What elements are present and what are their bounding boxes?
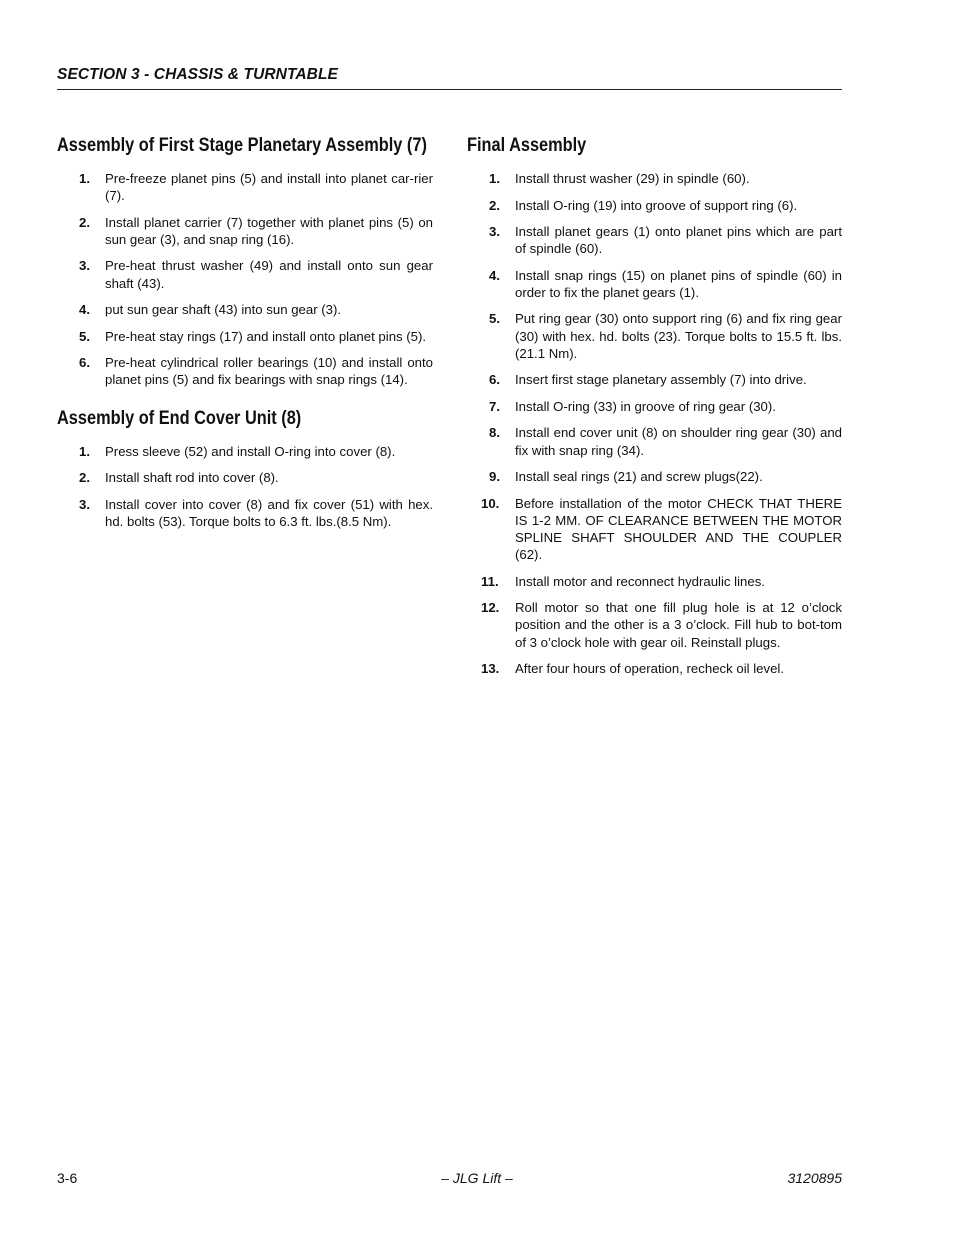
list-item <box>467 310 842 362</box>
step-text: Press sleeve (52) and install O-ring into cover (8). <box>105 443 396 459</box>
list-item <box>57 214 433 248</box>
step-text: Install motor and reconnect hydraulic lines. <box>515 573 765 589</box>
step-text: Install planet carrier (7) together with planet pins (5) on sun gear (3), and snap ring (16). <box>105 214 433 247</box>
list-item <box>57 496 433 530</box>
step-number: 5. <box>79 328 90 344</box>
step-text: Install seal rings (21) and screw plugs(22). <box>515 469 763 485</box>
list-item <box>57 257 433 291</box>
list-item <box>467 660 842 677</box>
step-number: 2. <box>79 470 90 486</box>
step-text: Put ring gear (30) onto support ring (6) and fix ring gear (30) with hex. hd. bolts (23). Torque bolts to 15.5 ft. lbs.(21.1 Nm). <box>515 311 842 361</box>
step-number: 4. <box>489 267 500 283</box>
footer-brand: – JLG Lift – <box>441 1170 513 1186</box>
step-text: Insert first stage planetary assembly (7) into drive. <box>515 372 807 388</box>
step-number: 3. <box>79 258 90 274</box>
step-text: Install cover into cover (8) and fix cover (51) with hex. hd. bolts (53). Torque bolts to 6.3 ft. lbs.(8.5 Nm). <box>105 496 433 529</box>
heading-final-assembly: Final Assembly <box>467 135 587 156</box>
step-text: put sun gear shaft (43) into sun gear (3). <box>105 302 342 318</box>
step-text: After four hours of operation, recheck oil level. <box>515 661 785 677</box>
list-item <box>467 371 842 388</box>
list-item <box>467 495 842 564</box>
list-item <box>57 170 433 204</box>
list-item <box>467 170 842 187</box>
step-number: 5. <box>489 311 500 327</box>
left-column <box>57 134 433 539</box>
list-item <box>467 267 842 301</box>
section-title: SECTION 3 - CHASSIS & TURNTABLE <box>57 66 338 83</box>
step-text: Install end cover unit (8) on shoulder ring gear (30) and fix with snap ring (34). <box>515 425 842 458</box>
step-text: Install planet gears (1) onto planet pins which are part of spindle (60). <box>515 224 842 257</box>
step-number: 4. <box>79 302 90 318</box>
step-text: Pre-freeze planet pins (5) and install into planet car-rier (7). <box>105 171 433 204</box>
step-text: Pre-heat cylindrical roller bearings (10) and install onto planet pins (5) and fix bearings with snap rings (14). <box>105 355 433 388</box>
step-text: Install snap rings (15) on planet pins of spindle (60) in order to fix the planet gears (1). <box>515 267 842 300</box>
list-item <box>467 223 842 257</box>
step-number: 8. <box>489 425 500 441</box>
step-number: 3. <box>489 224 500 239</box>
first-stage-steps <box>57 170 433 389</box>
list-item <box>467 197 842 214</box>
document-number: 3120895 <box>787 1170 842 1186</box>
step-text: Before installation of the motor CHECK THAT THERE IS 1-2 MM. OF CLEARANCE BETWEEN THE MOTOR SPLINE SHAFT SHOULDER AND THE COUPLER (62). <box>515 495 842 563</box>
list-item <box>467 424 842 458</box>
list-item <box>57 443 433 460</box>
step-number: 1. <box>79 171 90 186</box>
step-number: 6. <box>489 372 500 388</box>
step-number: 12. <box>481 600 500 616</box>
list-item <box>467 468 842 485</box>
step-number: 1. <box>79 443 90 459</box>
step-text: Install shaft rod into cover (8). <box>105 470 279 486</box>
step-text: Pre-heat thrust washer (49) and install onto sun gear shaft (43). <box>105 258 433 291</box>
step-number: 3. <box>79 496 90 512</box>
step-text: Pre-heat stay rings (17) and install onto planet pins (5). <box>105 328 427 344</box>
list-item <box>467 599 842 651</box>
list-item <box>57 354 433 388</box>
step-number: 2. <box>489 197 500 213</box>
step-number: 13. <box>481 661 500 677</box>
list-item <box>467 573 842 590</box>
page-number: 3-6 <box>57 1170 78 1186</box>
final-assembly-steps <box>467 170 842 677</box>
step-number: 1. <box>489 171 500 186</box>
step-number: 2. <box>79 214 90 230</box>
list-item <box>57 301 433 318</box>
header-rule <box>57 89 842 90</box>
step-text: Install O-ring (33) in groove of ring gear (30). <box>515 398 776 414</box>
step-number: 9. <box>489 469 500 485</box>
right-column <box>467 134 842 687</box>
step-number: 10. <box>481 495 500 511</box>
heading-first-stage-planetary: Assembly of First Stage Planetary Assembly (7) <box>57 135 427 156</box>
step-text: Install thrust washer (29) in spindle (60). <box>515 171 750 186</box>
step-number: 7. <box>489 398 500 414</box>
step-number: 11. <box>481 573 499 589</box>
step-number: 6. <box>79 355 90 371</box>
end-cover-steps <box>57 443 433 530</box>
list-item <box>467 398 842 415</box>
step-text: Roll motor so that one fill plug hole is at 12 o’clock position and the other is a 3 o’clock. Fill hub to bot-tom of 3 o’clock hole with gear oil. Reinstall plugs. <box>515 600 842 650</box>
heading-end-cover-unit: Assembly of End Cover Unit (8) <box>57 407 302 429</box>
list-item <box>57 469 433 486</box>
list-item <box>57 328 433 345</box>
step-text: Install O-ring (19) into groove of support ring (6). <box>515 197 798 213</box>
